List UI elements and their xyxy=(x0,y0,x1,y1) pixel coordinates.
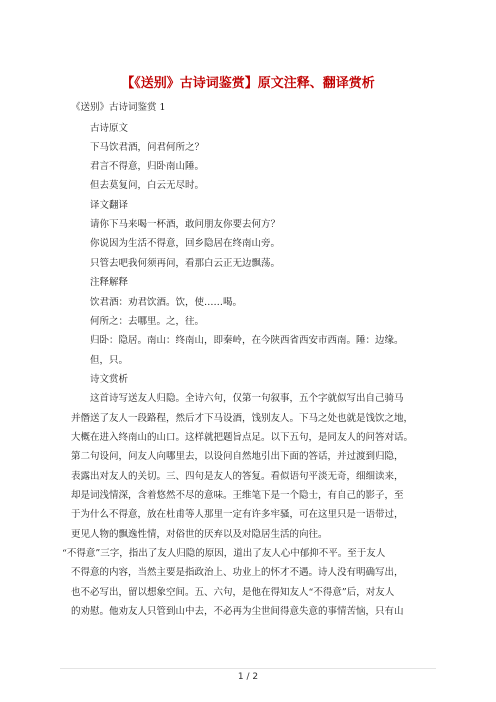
paragraph-line: 并僭送了友人一段路程，然后才下马设酒，饯别友人。下马之处也就是饯饮之地， xyxy=(71,413,414,424)
note-line: 但，只。 xyxy=(90,355,129,366)
document-subtitle: 《送别》古诗词鉴赏 1 xyxy=(71,102,166,113)
translation-line: 你说因为生活不得意，回乡隐居在终南山旁。 xyxy=(90,238,281,249)
translation-line: 请你下马来喝一杯酒，敢问朋友你要去何方？ xyxy=(90,219,281,230)
paragraph-line: 表露出对友人的关切。三、四句是友人的答复。看似语句平淡无奇，细细读来， xyxy=(71,471,404,482)
paragraph-line: 于为什么不得意，放在杜甫等人那里一定有许多牢骚，可在这里只是一语带过， xyxy=(71,509,404,520)
paragraph-line: 第二句设问，问友人向哪里去，以设问自然地引出下面的答话，并过渡到归隐， xyxy=(71,451,404,462)
paragraph-line: 大概在进入终南山的山口。这样就把题旨点足。以下五句，是同友人的问答对话。 xyxy=(71,432,414,443)
paragraph-line: 的劝慰。他劝友人只管到山中去，不必再为尘世间得意失意的事情苦恼，只有山 xyxy=(71,606,404,617)
document-title: 【《送别》古诗词鉴赏】原文注释、翻译赏析 xyxy=(121,76,375,91)
paragraph-line: 更见人物的飘逸性情，对俗世的厌弃以及对隐居生活的向往。 xyxy=(71,529,328,540)
note-line: 归卧：隐居。南山：终南山，即秦岭，在今陕西省西安市西南。陲：边缘。 xyxy=(90,335,404,346)
note-line: 何所之：去哪里。之，往。 xyxy=(90,316,205,327)
translation-line: 只管去吧我何须再问，看那白云正无边飘荡。 xyxy=(90,258,281,269)
poem-line: 下马饮君酒，问君何所之？ xyxy=(90,142,205,153)
paragraph-line: 这首诗写送友人归隐。全诗六句，仅第一句叙事，五个字就似写出自己骑马 xyxy=(90,393,404,404)
section-heading-notes: 注释解释 xyxy=(90,277,129,288)
paragraph-line: 不得意的内容，当然主要是指政治上、功业上的怀才不遇。诗人没有明确写出， xyxy=(71,567,404,578)
poem-line: 但去莫复问，白云无尽时。 xyxy=(90,180,205,191)
section-heading-translation: 译文翻译 xyxy=(90,200,129,211)
note-line: 饮君酒：劝君饮酒。饮，使……喝。 xyxy=(90,297,243,308)
paragraph-line: 也不必写出，留以想象空间。五、六句，是他在得知友人“不得意”后，对友人 xyxy=(71,587,395,598)
paragraph-line: 却是词浅情深，含着悠然不尽的意味。王维笔下是一个隐士，有自己的影子，至 xyxy=(71,490,404,501)
page-number: 1 / 2 xyxy=(237,672,259,682)
paragraph-line: “不得意”三字，指出了友人归隐的原因，道出了友人心中郁抑不平。至于友人 xyxy=(62,548,386,559)
section-heading-appreciation: 诗文赏析 xyxy=(90,374,129,385)
footer-divider xyxy=(60,668,436,669)
section-heading-original: 古诗原文 xyxy=(90,123,129,134)
poem-line: 君言不得意，归卧南山陲。 xyxy=(90,161,205,172)
